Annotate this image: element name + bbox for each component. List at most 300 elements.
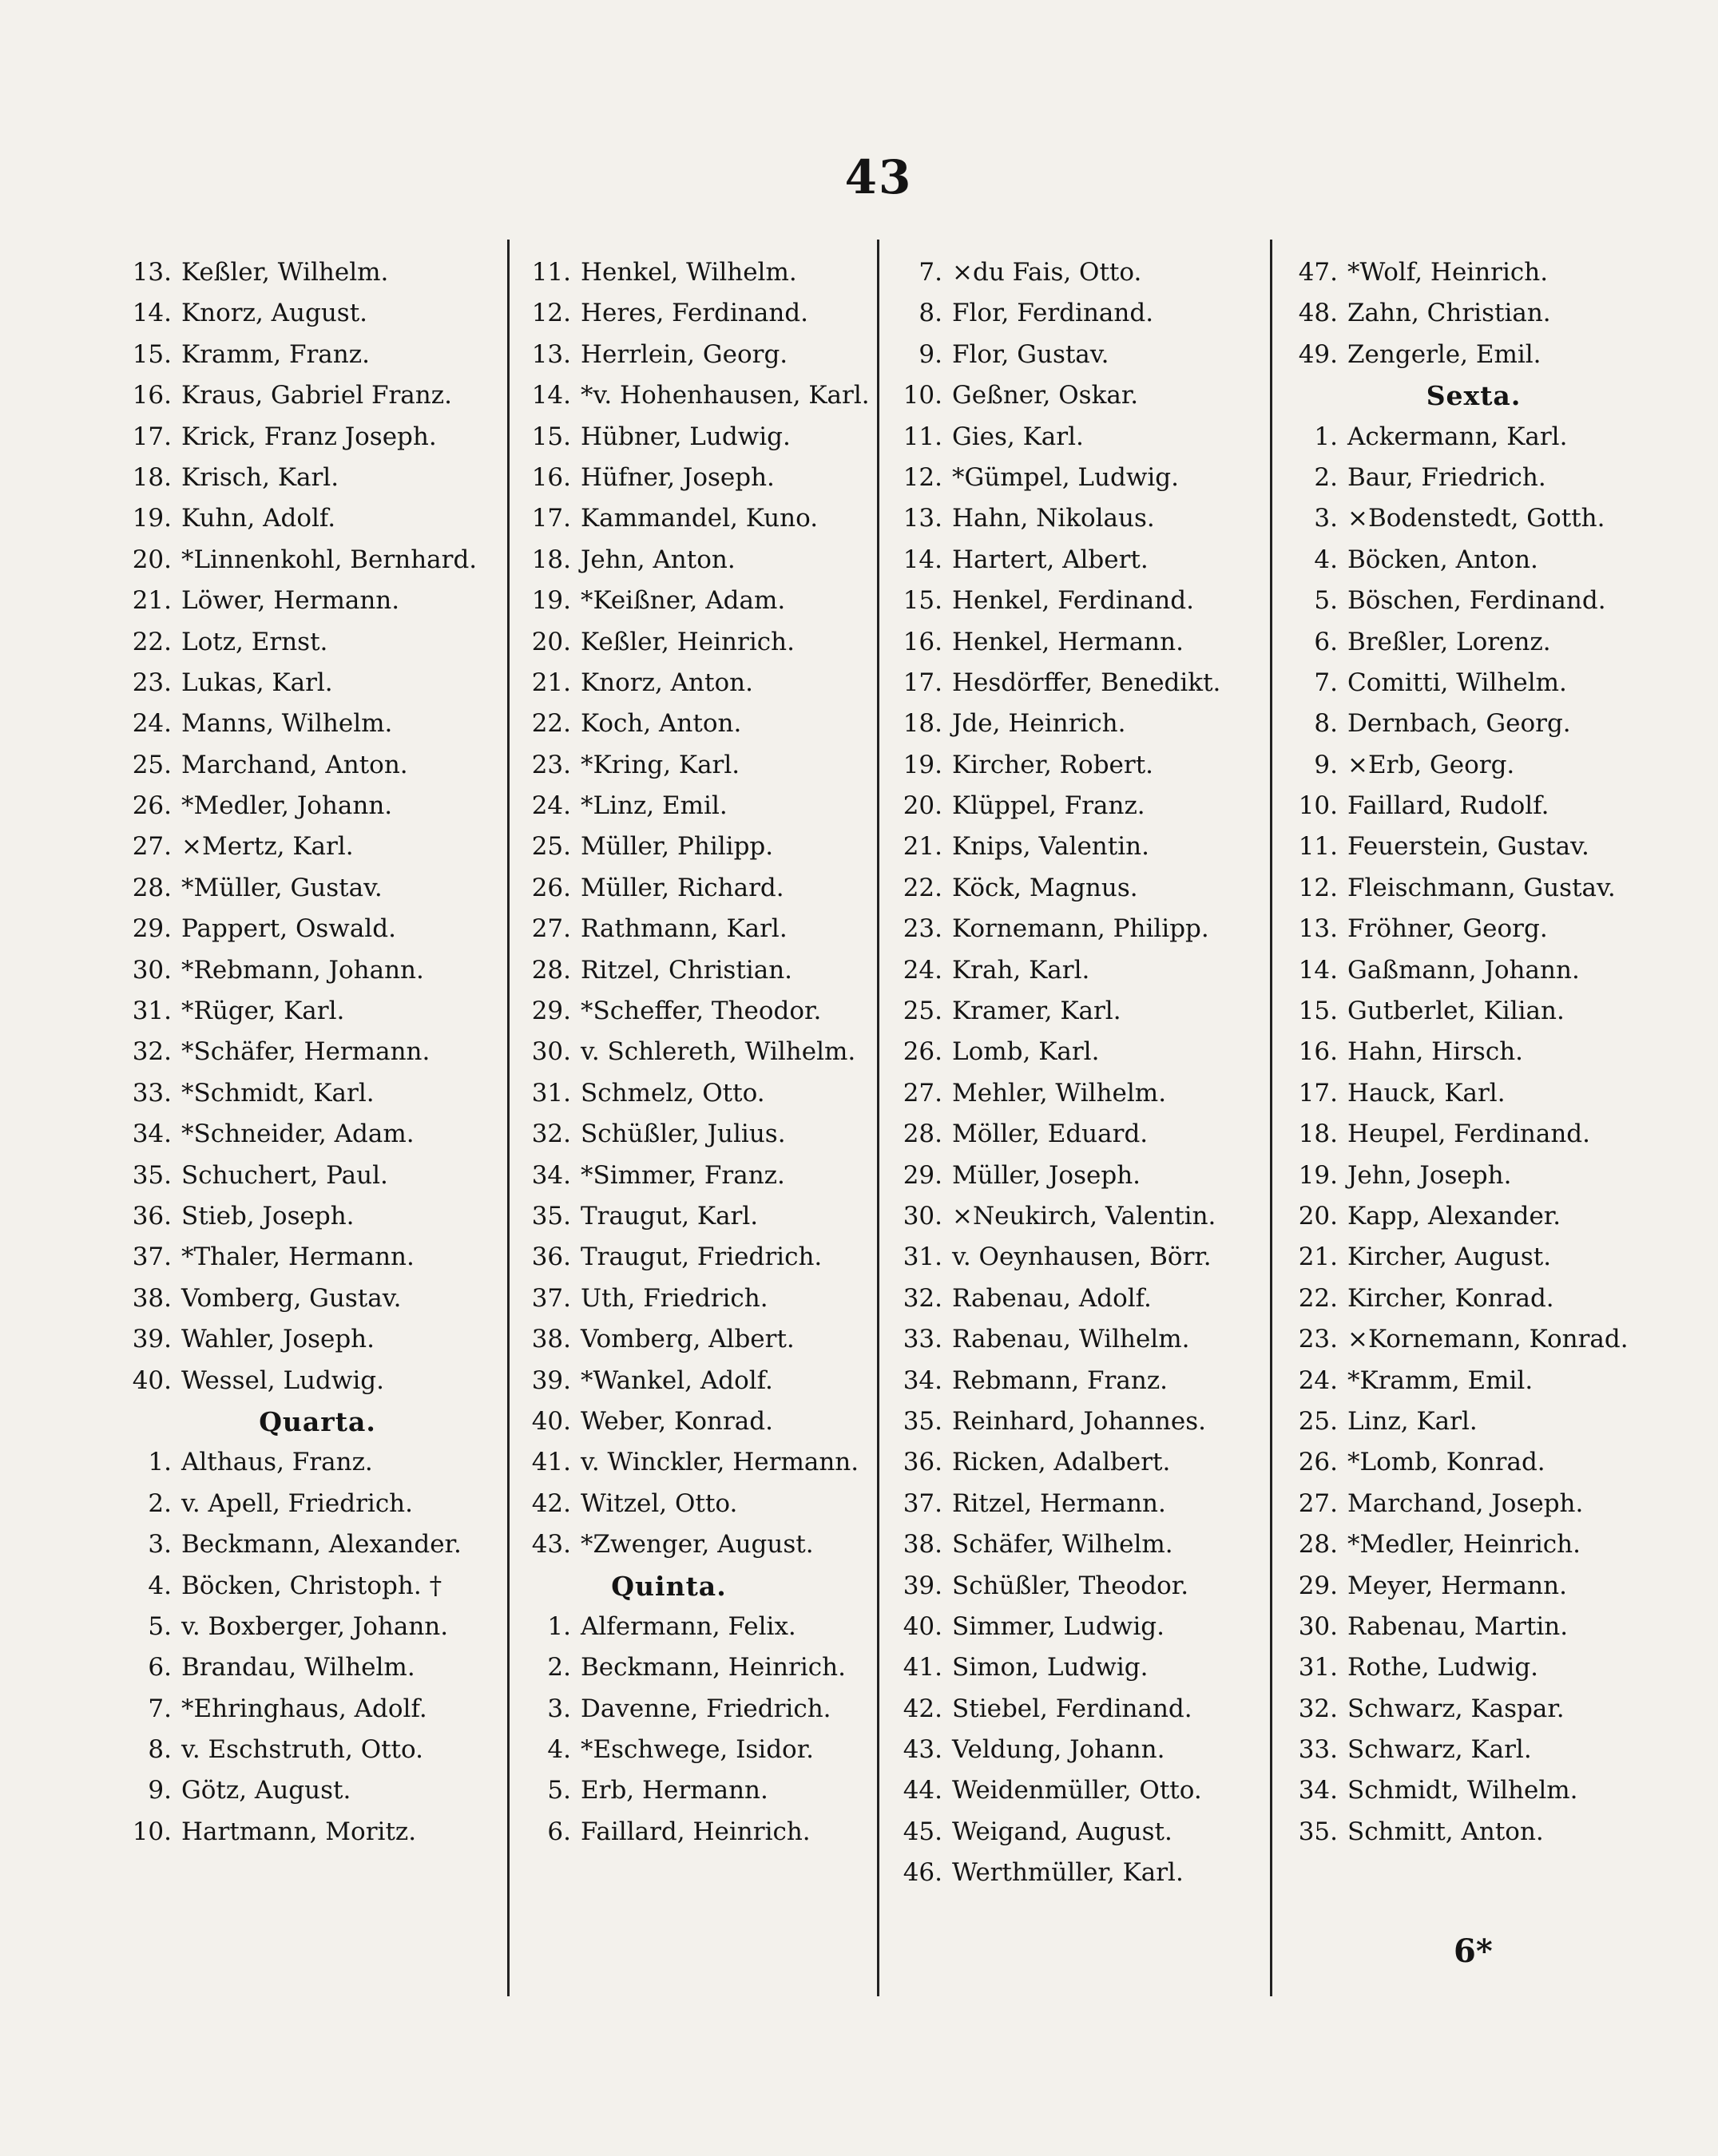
student-name: Breßler, Lorenz. — [1347, 627, 1551, 656]
student-name: *Thaler, Hermann. — [181, 1242, 415, 1272]
student-entry — [1282, 1566, 1665, 1607]
entry-number: 8. — [148, 1735, 172, 1765]
student-name: Stiebel, Ferdinand. — [952, 1694, 1192, 1723]
student-entry — [116, 1114, 519, 1155]
entry-number: 25. — [1298, 1406, 1338, 1436]
student-name: Gutberlet, Kilian. — [1347, 997, 1565, 1026]
student-name: Krick, Franz Joseph. — [181, 422, 437, 451]
student-entry — [515, 1237, 919, 1278]
entry-number: 20. — [132, 545, 172, 574]
student-name: Witzel, Otto. — [581, 1488, 738, 1518]
entry-number: 5. — [148, 1611, 172, 1641]
student-name: *Eschwege, Isidor. — [581, 1735, 814, 1765]
entry-number: 33. — [1298, 1735, 1338, 1765]
student-name: Traugut, Friedrich. — [581, 1242, 823, 1272]
student-name: *Ehringhaus, Adolf. — [181, 1694, 427, 1723]
student-name: Rabenau, Adolf. — [952, 1283, 1152, 1313]
student-entry — [887, 1361, 1290, 1401]
entry-number: 27. — [531, 914, 571, 944]
student-name: Knips, Valentin. — [952, 832, 1149, 862]
entry-number: 43. — [903, 1735, 942, 1765]
entry-number: 26. — [132, 791, 172, 821]
entry-number: 4. — [1314, 545, 1338, 574]
student-name: Böcken, Anton. — [1347, 545, 1538, 574]
student-name: Krisch, Karl. — [181, 462, 339, 492]
entry-number: 44. — [903, 1776, 942, 1805]
student-name: Beckmann, Alexander. — [181, 1530, 462, 1560]
student-name: Knorz, August. — [181, 299, 368, 328]
entry-number: 21. — [1298, 1242, 1338, 1272]
entry-number: 33. — [903, 1325, 942, 1354]
student-name: Flor, Gustav. — [952, 339, 1109, 369]
entry-number: 2. — [547, 1653, 571, 1682]
student-entry — [1282, 1812, 1665, 1853]
student-entry — [116, 1155, 519, 1196]
entry-number: 29. — [903, 1160, 942, 1190]
student-name: Hauck, Karl. — [1347, 1078, 1506, 1108]
student-name: Vomberg, Albert. — [581, 1325, 795, 1354]
student-name: Werthmüller, Karl. — [952, 1858, 1184, 1888]
entry-number: 17. — [132, 422, 172, 451]
entry-number: 17. — [903, 668, 942, 697]
entry-number: 40. — [531, 1406, 571, 1436]
entry-number: 22. — [531, 709, 571, 739]
student-name: Dernbach, Georg. — [1347, 709, 1571, 739]
student-entry — [116, 1689, 519, 1730]
student-name: Davenne, Friedrich. — [581, 1694, 831, 1723]
entry-number: 30. — [132, 955, 172, 985]
student-name: Brandau, Wilhelm. — [181, 1653, 415, 1682]
student-name: ×Mertz, Karl. — [181, 832, 354, 862]
student-name: Rothe, Ludwig. — [1347, 1653, 1539, 1682]
student-entry — [515, 1647, 919, 1688]
entry-number: 31. — [531, 1078, 571, 1108]
entry-number: 42. — [531, 1488, 571, 1518]
student-entry — [515, 293, 919, 334]
student-entry — [515, 826, 919, 867]
student-entry — [116, 293, 519, 334]
entry-number: 35. — [1298, 1817, 1338, 1846]
student-name: *Rüger, Karl. — [181, 997, 345, 1026]
student-entry — [1282, 458, 1665, 498]
student-entry — [887, 335, 1290, 375]
student-name: Comitti, Wilhelm. — [1347, 668, 1567, 697]
entry-number: 36. — [903, 1448, 942, 1477]
student-entry — [515, 991, 919, 1032]
entry-number: 3. — [547, 1694, 571, 1723]
student-name: Wahler, Joseph. — [181, 1325, 375, 1354]
student-entry — [887, 540, 1290, 581]
student-name: v. Apell, Friedrich. — [181, 1488, 414, 1518]
student-name: Schäfer, Wilhelm. — [952, 1530, 1173, 1560]
entry-number: 36. — [132, 1201, 172, 1231]
student-name: Weigand, August. — [952, 1817, 1172, 1846]
student-name: *Scheffer, Theodor. — [581, 997, 822, 1026]
student-name: Kircher, August. — [1347, 1242, 1552, 1272]
student-name: Zengerle, Emil. — [1347, 339, 1541, 369]
entry-number: 7. — [148, 1694, 172, 1723]
entry-number: 17. — [1298, 1078, 1338, 1108]
entry-number: 25. — [903, 997, 942, 1026]
student-name: Erb, Hermann. — [581, 1776, 768, 1805]
student-entry — [515, 868, 919, 909]
student-name: Henkel, Hermann. — [952, 627, 1184, 656]
entry-number: 15. — [531, 422, 571, 451]
entry-number: 3. — [148, 1530, 172, 1560]
student-name: Weidenmüller, Otto. — [952, 1776, 1202, 1805]
student-entry — [116, 1278, 519, 1319]
student-name: Baur, Friedrich. — [1347, 462, 1546, 492]
entry-number: 49. — [1298, 339, 1338, 369]
student-entry — [116, 581, 519, 621]
student-name: Schüßler, Julius. — [581, 1120, 786, 1149]
entry-number: 28. — [903, 1120, 942, 1149]
class-heading: Quarta. — [259, 1405, 376, 1437]
entry-number: 16. — [132, 381, 172, 410]
student-name: *Wankel, Adolf. — [581, 1365, 773, 1395]
student-name: v. Schlereth, Wilhelm. — [581, 1037, 856, 1067]
entry-number: 21. — [132, 586, 172, 616]
student-name: Schüßler, Theodor. — [952, 1571, 1189, 1600]
student-entry — [1282, 1770, 1665, 1811]
student-entry — [515, 1770, 919, 1811]
entry-number: 6. — [148, 1653, 172, 1682]
student-name: Alfermann, Felix. — [581, 1611, 796, 1641]
student-name: Müller, Joseph. — [952, 1160, 1141, 1190]
student-name: *Keißner, Adam. — [581, 586, 786, 616]
student-entry — [1282, 745, 1665, 786]
student-entry — [116, 1361, 519, 1401]
entry-number: 15. — [132, 339, 172, 369]
student-name: Marchand, Anton. — [181, 750, 408, 779]
student-entry — [116, 703, 519, 744]
signature-mark: 6* — [1454, 1932, 1493, 1970]
name-column-2 — [515, 252, 919, 2065]
student-entry — [887, 1155, 1290, 1196]
student-entry — [887, 826, 1290, 867]
student-entry — [1282, 1155, 1665, 1196]
student-name: v. Eschstruth, Otto. — [181, 1735, 423, 1765]
student-entry — [116, 1484, 519, 1524]
student-entry — [887, 950, 1290, 991]
student-entry — [887, 1032, 1290, 1072]
student-name: Traugut, Karl. — [581, 1201, 759, 1231]
entry-number: 34. — [132, 1120, 172, 1149]
entry-number: 11. — [1298, 832, 1338, 862]
entry-number: 46. — [903, 1858, 942, 1888]
student-name: Lukas, Karl. — [181, 668, 333, 697]
student-name: Fröhner, Georg. — [1347, 914, 1548, 944]
student-entry — [1282, 868, 1665, 909]
student-entry — [116, 498, 519, 539]
entry-number: 26. — [531, 873, 571, 902]
student-entry — [1282, 1607, 1665, 1647]
entry-number: 35. — [531, 1201, 571, 1231]
entry-number: 10. — [132, 1817, 172, 1846]
student-entry — [887, 1237, 1290, 1278]
entry-number: 2. — [1314, 462, 1338, 492]
student-entry — [887, 1524, 1290, 1565]
student-entry — [116, 991, 519, 1032]
entry-number: 18. — [132, 462, 172, 492]
student-name: Wessel, Ludwig. — [181, 1365, 385, 1395]
student-entry — [515, 498, 919, 539]
student-entry — [1282, 417, 1665, 458]
entry-number: 33. — [132, 1078, 172, 1108]
student-name: v. Boxberger, Johann. — [181, 1611, 449, 1641]
student-entry — [116, 1442, 519, 1483]
entry-number: 2. — [148, 1488, 172, 1518]
entry-number: 26. — [903, 1037, 942, 1067]
student-entry — [887, 909, 1290, 949]
student-entry — [515, 581, 919, 621]
entry-number: 24. — [531, 791, 571, 821]
entry-number: 8. — [919, 299, 942, 328]
student-entry — [1282, 252, 1665, 293]
student-name: Mehler, Wilhelm. — [952, 1078, 1167, 1108]
student-entry — [1282, 786, 1665, 826]
entry-number: 9. — [1314, 750, 1338, 779]
student-entry — [515, 703, 919, 744]
student-entry — [887, 293, 1290, 334]
entry-number: 19. — [531, 586, 571, 616]
entry-number: 38. — [531, 1325, 571, 1354]
student-entry — [116, 417, 519, 458]
student-name: Jehn, Joseph. — [1347, 1160, 1512, 1190]
student-entry — [515, 1401, 919, 1442]
entry-number: 14. — [1298, 955, 1338, 985]
student-name: *Kramm, Emil. — [1347, 1365, 1534, 1395]
entry-number: 13. — [903, 504, 942, 533]
student-entry — [116, 1237, 519, 1278]
student-entry — [116, 622, 519, 663]
student-entry — [887, 1401, 1290, 1442]
entry-number: 12. — [903, 462, 942, 492]
student-name: Fleischmann, Gustav. — [1347, 873, 1616, 902]
entry-number: 14. — [132, 299, 172, 328]
student-name: ×Neukirch, Valentin. — [952, 1201, 1216, 1231]
entry-number: 24. — [903, 955, 942, 985]
student-name: Rebmann, Franz. — [952, 1365, 1168, 1395]
student-name: Heres, Ferdinand. — [581, 299, 809, 328]
student-entry — [1282, 1032, 1665, 1072]
student-entry — [1282, 909, 1665, 949]
class-heading: Sexta. — [1426, 380, 1522, 412]
student-entry — [1282, 1524, 1665, 1565]
student-name: *Zwenger, August. — [581, 1530, 814, 1560]
student-entry — [116, 786, 519, 826]
student-entry — [887, 1442, 1290, 1483]
student-entry — [1282, 335, 1665, 375]
entry-number: 34. — [531, 1160, 571, 1190]
entry-number: 6. — [1314, 627, 1338, 656]
entry-number: 16. — [1298, 1037, 1338, 1067]
student-entry — [515, 417, 919, 458]
student-entry — [515, 622, 919, 663]
entry-number: 10. — [903, 381, 942, 410]
student-entry — [116, 1770, 519, 1811]
entry-number: 3. — [1314, 504, 1338, 533]
student-entry — [887, 663, 1290, 703]
student-name: Simon, Ludwig. — [952, 1653, 1149, 1682]
student-entry — [116, 252, 519, 293]
student-name: *Müller, Gustav. — [181, 873, 383, 902]
student-name: Schuchert, Paul. — [181, 1160, 388, 1190]
student-name: Kircher, Konrad. — [1347, 1283, 1554, 1313]
entry-number: 32. — [1298, 1694, 1338, 1723]
student-entry — [116, 663, 519, 703]
entry-number: 35. — [132, 1160, 172, 1190]
student-name: Henkel, Ferdinand. — [952, 586, 1194, 616]
student-entry — [515, 663, 919, 703]
student-entry — [515, 458, 919, 498]
student-entry — [887, 1607, 1290, 1647]
student-name: Klüppel, Franz. — [952, 791, 1145, 821]
entry-number: 8. — [1314, 709, 1338, 739]
student-name: Hahn, Hirsch. — [1347, 1037, 1524, 1067]
entry-number: 15. — [1298, 997, 1338, 1026]
student-entry — [116, 1812, 519, 1853]
student-name: Stieb, Joseph. — [181, 1201, 355, 1231]
student-entry — [116, 826, 519, 867]
student-entry — [515, 1361, 919, 1401]
entry-number: 7. — [919, 258, 942, 287]
entry-number: 19. — [1298, 1160, 1338, 1190]
student-name: Möller, Eduard. — [952, 1120, 1149, 1149]
entry-number: 11. — [531, 258, 571, 287]
student-name: Keßler, Wilhelm. — [181, 258, 389, 287]
student-entry — [515, 950, 919, 991]
entry-number: 12. — [1298, 873, 1338, 902]
student-name: Gies, Karl. — [952, 422, 1084, 451]
student-name: Hesdörffer, Benedikt. — [952, 668, 1221, 697]
student-name: Linz, Karl. — [1347, 1406, 1478, 1436]
student-entry — [515, 1278, 919, 1319]
student-name: Flor, Ferdinand. — [952, 299, 1154, 328]
entry-number: 30. — [1298, 1611, 1338, 1641]
entry-number: 41. — [903, 1653, 942, 1682]
student-entry — [116, 1196, 519, 1237]
entry-number: 30. — [531, 1037, 571, 1067]
entry-number: 4. — [547, 1735, 571, 1765]
student-entry — [1282, 1237, 1665, 1278]
entry-number: 42. — [903, 1694, 942, 1723]
entry-number: 21. — [531, 668, 571, 697]
student-entry — [1282, 826, 1665, 867]
student-entry — [116, 1647, 519, 1688]
entry-number: 29. — [1298, 1571, 1338, 1600]
entry-number: 14. — [903, 545, 942, 574]
student-name: Feuerstein, Gustav. — [1347, 832, 1589, 862]
student-name: Kraus, Gabriel Franz. — [181, 381, 452, 410]
student-entry — [887, 581, 1290, 621]
student-entry — [515, 909, 919, 949]
student-entry — [515, 1073, 919, 1114]
student-name: *Schmidt, Karl. — [181, 1078, 375, 1108]
student-name: Hartmann, Moritz. — [181, 1817, 417, 1846]
student-entry — [887, 786, 1290, 826]
entry-number: 18. — [1298, 1120, 1338, 1149]
student-entry — [116, 1073, 519, 1114]
entry-number: 9. — [148, 1776, 172, 1805]
student-entry — [1282, 1401, 1665, 1442]
entry-number: 22. — [132, 627, 172, 656]
entry-number: 16. — [903, 627, 942, 656]
student-entry — [887, 417, 1290, 458]
entry-number: 1. — [547, 1611, 571, 1641]
student-entry — [116, 1032, 519, 1072]
entry-number: 39. — [132, 1325, 172, 1354]
student-name: Rathmann, Karl. — [581, 914, 788, 944]
student-name: *Simmer, Franz. — [581, 1160, 785, 1190]
student-name: *Schneider, Adam. — [181, 1120, 415, 1149]
entry-number: 19. — [903, 750, 942, 779]
entry-number: 20. — [903, 791, 942, 821]
student-entry — [515, 745, 919, 786]
name-column-1 — [116, 252, 519, 2065]
student-entry — [1282, 950, 1665, 991]
student-entry — [1282, 991, 1665, 1032]
student-name: *Linnenkohl, Bernhard. — [181, 545, 478, 574]
student-name: Herrlein, Georg. — [581, 339, 788, 369]
student-entry — [887, 1566, 1290, 1607]
student-entry — [1282, 1278, 1665, 1319]
entry-number: 40. — [132, 1365, 172, 1395]
student-entry — [515, 1689, 919, 1730]
page-number: 43 — [844, 150, 913, 204]
student-name: Kramer, Karl. — [952, 997, 1121, 1026]
student-name: Beckmann, Heinrich. — [581, 1653, 846, 1682]
entry-number: 4. — [148, 1571, 172, 1600]
entry-number: 12. — [531, 299, 571, 328]
student-name: Kircher, Robert. — [952, 750, 1154, 779]
entry-number: 27. — [903, 1078, 942, 1108]
entry-number: 23. — [531, 750, 571, 779]
name-column-4 — [1282, 252, 1665, 2065]
student-name: Jde, Heinrich. — [952, 709, 1126, 739]
entry-number: 7. — [1314, 668, 1338, 697]
student-name: Hahn, Nikolaus. — [952, 504, 1155, 533]
entry-number: 17. — [531, 504, 571, 533]
entry-number: 24. — [132, 709, 172, 739]
student-name: Böschen, Ferdinand. — [1347, 586, 1606, 616]
entry-number: 39. — [903, 1571, 942, 1600]
student-name: Reinhard, Johannes. — [952, 1406, 1206, 1436]
student-name: *v. Hohenhausen, Karl. — [581, 381, 870, 410]
student-name: Müller, Philipp. — [581, 832, 774, 862]
student-name: Koch, Anton. — [581, 709, 742, 739]
entry-number: 6. — [547, 1817, 571, 1846]
student-entry — [1282, 1196, 1665, 1237]
student-name: Kammandel, Kuno. — [581, 504, 819, 533]
student-name: Müller, Richard. — [581, 873, 784, 902]
student-entry — [116, 458, 519, 498]
student-entry — [887, 1073, 1290, 1114]
student-entry — [887, 1114, 1290, 1155]
student-entry — [887, 1278, 1290, 1319]
student-name: Rabenau, Wilhelm. — [952, 1325, 1190, 1354]
student-name: ×Kornemann, Konrad. — [1347, 1325, 1629, 1354]
student-name: Schmidt, Wilhelm. — [1347, 1776, 1578, 1805]
student-entry — [515, 1484, 919, 1524]
student-entry — [887, 252, 1290, 293]
entry-number: 18. — [903, 709, 942, 739]
student-name: Faillard, Heinrich. — [581, 1817, 811, 1846]
student-name: Marchand, Joseph. — [1347, 1488, 1584, 1518]
student-name: Ackermann, Karl. — [1347, 422, 1568, 451]
student-entry — [887, 1484, 1290, 1524]
student-name: v. Oeynhausen, Börr. — [952, 1242, 1212, 1272]
